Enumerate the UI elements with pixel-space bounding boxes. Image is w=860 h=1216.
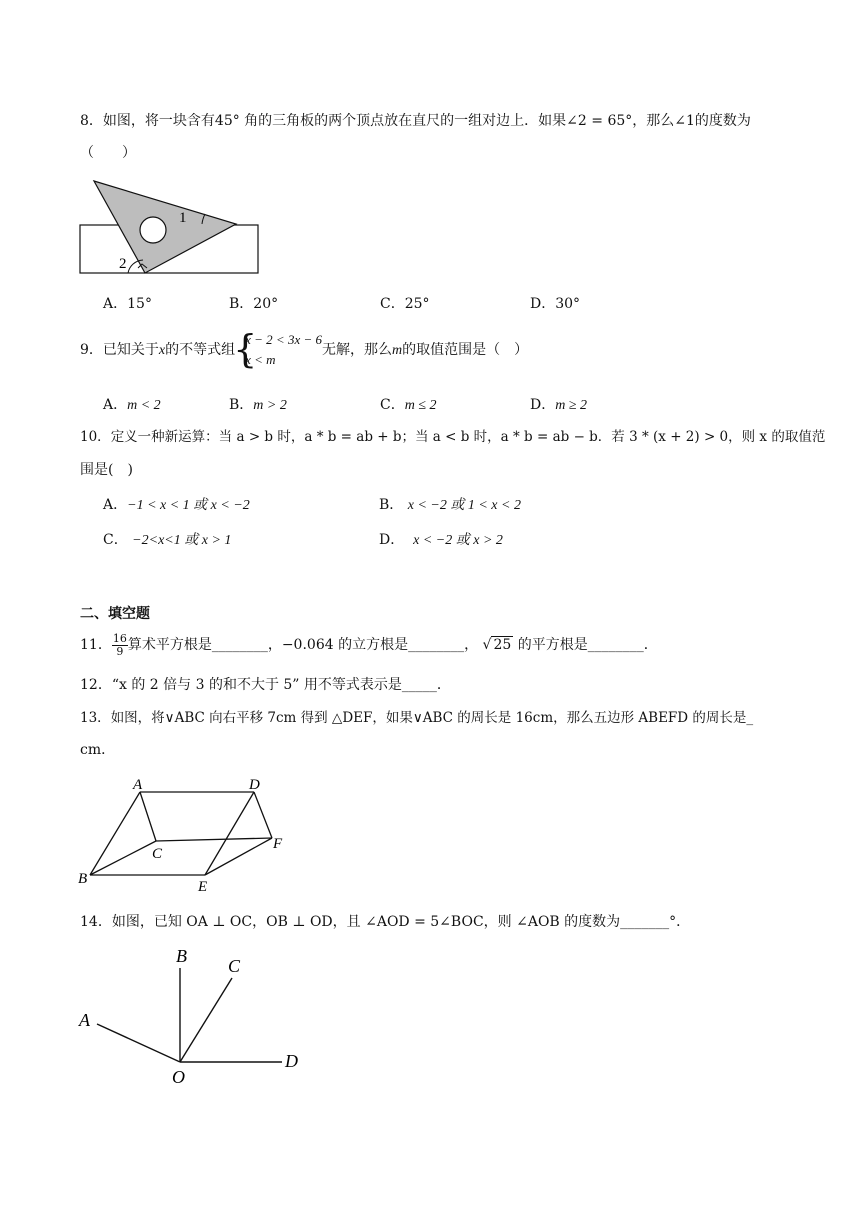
q10-number: 10． [80,429,111,445]
q13-point-d: D [249,777,260,793]
q8-number: 8． [80,113,103,129]
q13-stem-line2: cm． [80,742,116,758]
q14-point-b: B [176,946,187,966]
q13-point-a: A [133,777,143,793]
q13-point-b: B [78,871,88,887]
q10-option-a: A．−1 < x < 1 或 x < −2 [103,497,250,513]
q13-figure [72,772,292,894]
angle-1-label: 1 [179,210,187,226]
q8-option-a: A．15° [103,296,152,312]
q10-stem-line2: 围是( ) [80,462,133,478]
section-title-fill-in: 二、填空题 [80,606,150,622]
q13-number: 13． [80,710,111,726]
q14-point-o: O [172,1067,185,1087]
q8-paren: （ ） [80,145,136,161]
q11-fraction: $\frac{16}{9}$ [112,631,127,658]
q13-point-e: E [198,879,208,894]
q9-number: 9． [80,342,103,358]
q12-number: 12． [80,677,112,693]
q10-stem: 10．定义一种新运算：当 a > b 时，a * b = ab + b；当 a < b 时，a * b = ab − b．若 3 * (x + 2) > 0，则 x 的取值范 [80,429,826,445]
q14-point-c: C [228,956,241,976]
q11-sqrt: 25 [493,637,512,653]
q14-point-a: A [79,1010,90,1030]
q14-number: 14． [80,914,112,930]
angle-2-label: 2 [119,256,127,272]
q13-point-f: F [273,836,283,852]
q10-option-c: C． −2<x<1 或 x > 1 [103,532,232,548]
triangle-hole [140,217,166,243]
q9-inequality-system: { x − 2 < 3x − 6 x < m [235,330,322,370]
q8-text: 如图，将一块含有45° 角的三角板的两个顶点放在直尺的一组对边上．如果∠2 = 65°，那么∠1的度数为 [102,113,751,129]
q9-option-d: D．m ≥ 2 [530,397,588,413]
q9-stem: 9．已知关于x的不等式组 { x − 2 < 3x − 6 x < m 无解，那么m的取值范围是（ ） [80,330,528,370]
q9-option-a: A．m < 2 [103,397,161,413]
q10-option-b: B． x < −2 或 1 < x < 2 [379,497,521,513]
q14-point-d: D [285,1051,298,1071]
q13-point-c: C [152,846,163,862]
q8-option-b: B．20° [229,296,279,312]
q11-number: 11． [80,637,112,653]
q10-option-d: D． x < −2 或 x > 2 [379,532,503,548]
q9-option-c: C．m ≤ 2 [380,397,437,413]
q8-option-d: D．30° [530,296,581,312]
q8-stem [80,111,751,131]
q12-stem: 12．“x 的 2 倍与 3 的和不大于 5” 用不等式表示是_____． [80,677,451,693]
q8-figure [78,178,263,276]
q11-stem: 11． $\frac{16}{9}$ 算术平方根是________，−0.064 的立方根是________， √ 25 的平方根是________． [80,631,658,658]
q14-stem: 14．如图，已知 OA ⊥ OC，OB ⊥ OD，且 ∠AOD = 5∠BOC，则 ∠AOB 的度数为_______°． [80,914,691,930]
q8-option-c: C．25° [380,296,430,312]
q14-figure [72,940,312,1090]
q9-option-b: B．m > 2 [229,397,287,413]
q13-stem: 13．如图，将∨ABC 向右平移 7cm 得到 △DEF，如果∨ABC 的周长是 16cm，那么五边形 ABEFD 的周长是_ [80,710,754,726]
